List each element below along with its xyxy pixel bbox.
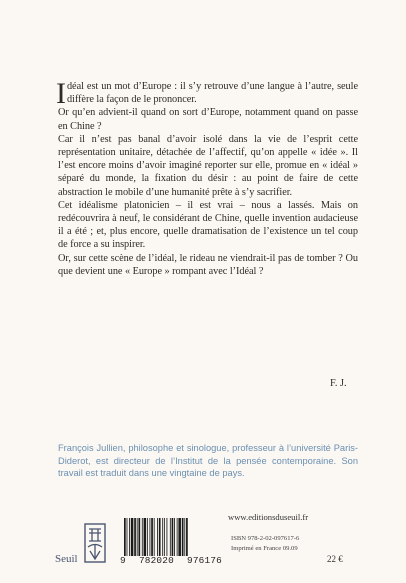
drop-cap: I bbox=[56, 77, 66, 110]
seuil-logo-icon bbox=[84, 523, 106, 563]
author-signature: F. J. bbox=[330, 378, 347, 389]
barcode-digit-group: 782020 bbox=[138, 555, 174, 566]
blurb-paragraph: Or qu’en advient-il quand on sort d’Europe, notamment quand on passe en Chine ? bbox=[58, 107, 358, 132]
blurb-paragraph: Car il n’est pas banal d’avoir isolé dans la vie de l’esprit cette représentation unitaire, détachée de l’affectif, qu’on appelle « idée ». Il l’est encore moins d’avoir imaginé reporter sur elle, promue en « idéal » séparé du monde, la fixation du désir : au point de faire de cette abstraction le mobile d’une humanité prête à s’y sacrifier. bbox=[58, 133, 358, 198]
price: 22 € bbox=[327, 554, 343, 564]
blurb-paragraph: Cet idéalisme platonicien – il est vrai – nous a lassés. Mais on redécouvrira à neuf, le considérant de Chine, quelle invention audacieuse il a été ; et, plus encore, quelle dramatisation de l’existence un tel coup de force a su inspirer. bbox=[58, 199, 358, 251]
barcode-digit-group: 976176 bbox=[187, 555, 222, 566]
blurb-paragraph-text: déal est un mot d’Europe : il s’y retrouve d’une langue à l’autre, seule diffère la façon de le prononcer. bbox=[66, 81, 358, 106]
barcode-digit-group: 9 bbox=[120, 555, 126, 566]
barcode-bars bbox=[122, 518, 216, 556]
publisher-website: www.editionsduseuil.fr bbox=[228, 512, 309, 522]
blurb-paragraph: Or, sur cette scène de l’idéal, le rideau ne viendrait-il pas de tomber ? Ou que devient une « Europe » rompant avec l’Idéal ? bbox=[58, 252, 358, 277]
publisher-name: Seuil bbox=[55, 553, 78, 565]
author-bio: François Jullien, philosophe et sinologue, professeur à l’université Paris-Diderot, est directeur de l’Institut de la pensée contemporaine. Son travail est traduit dans une vingtaine de pays. bbox=[58, 443, 358, 479]
print-info: Imprimé en France 09.09 bbox=[231, 545, 298, 552]
blurb bbox=[56, 77, 358, 278]
blurb-paragraph bbox=[56, 77, 358, 110]
barcode-digits bbox=[120, 555, 222, 566]
isbn: ISBN 978-2-02-097617-6 bbox=[231, 535, 300, 542]
